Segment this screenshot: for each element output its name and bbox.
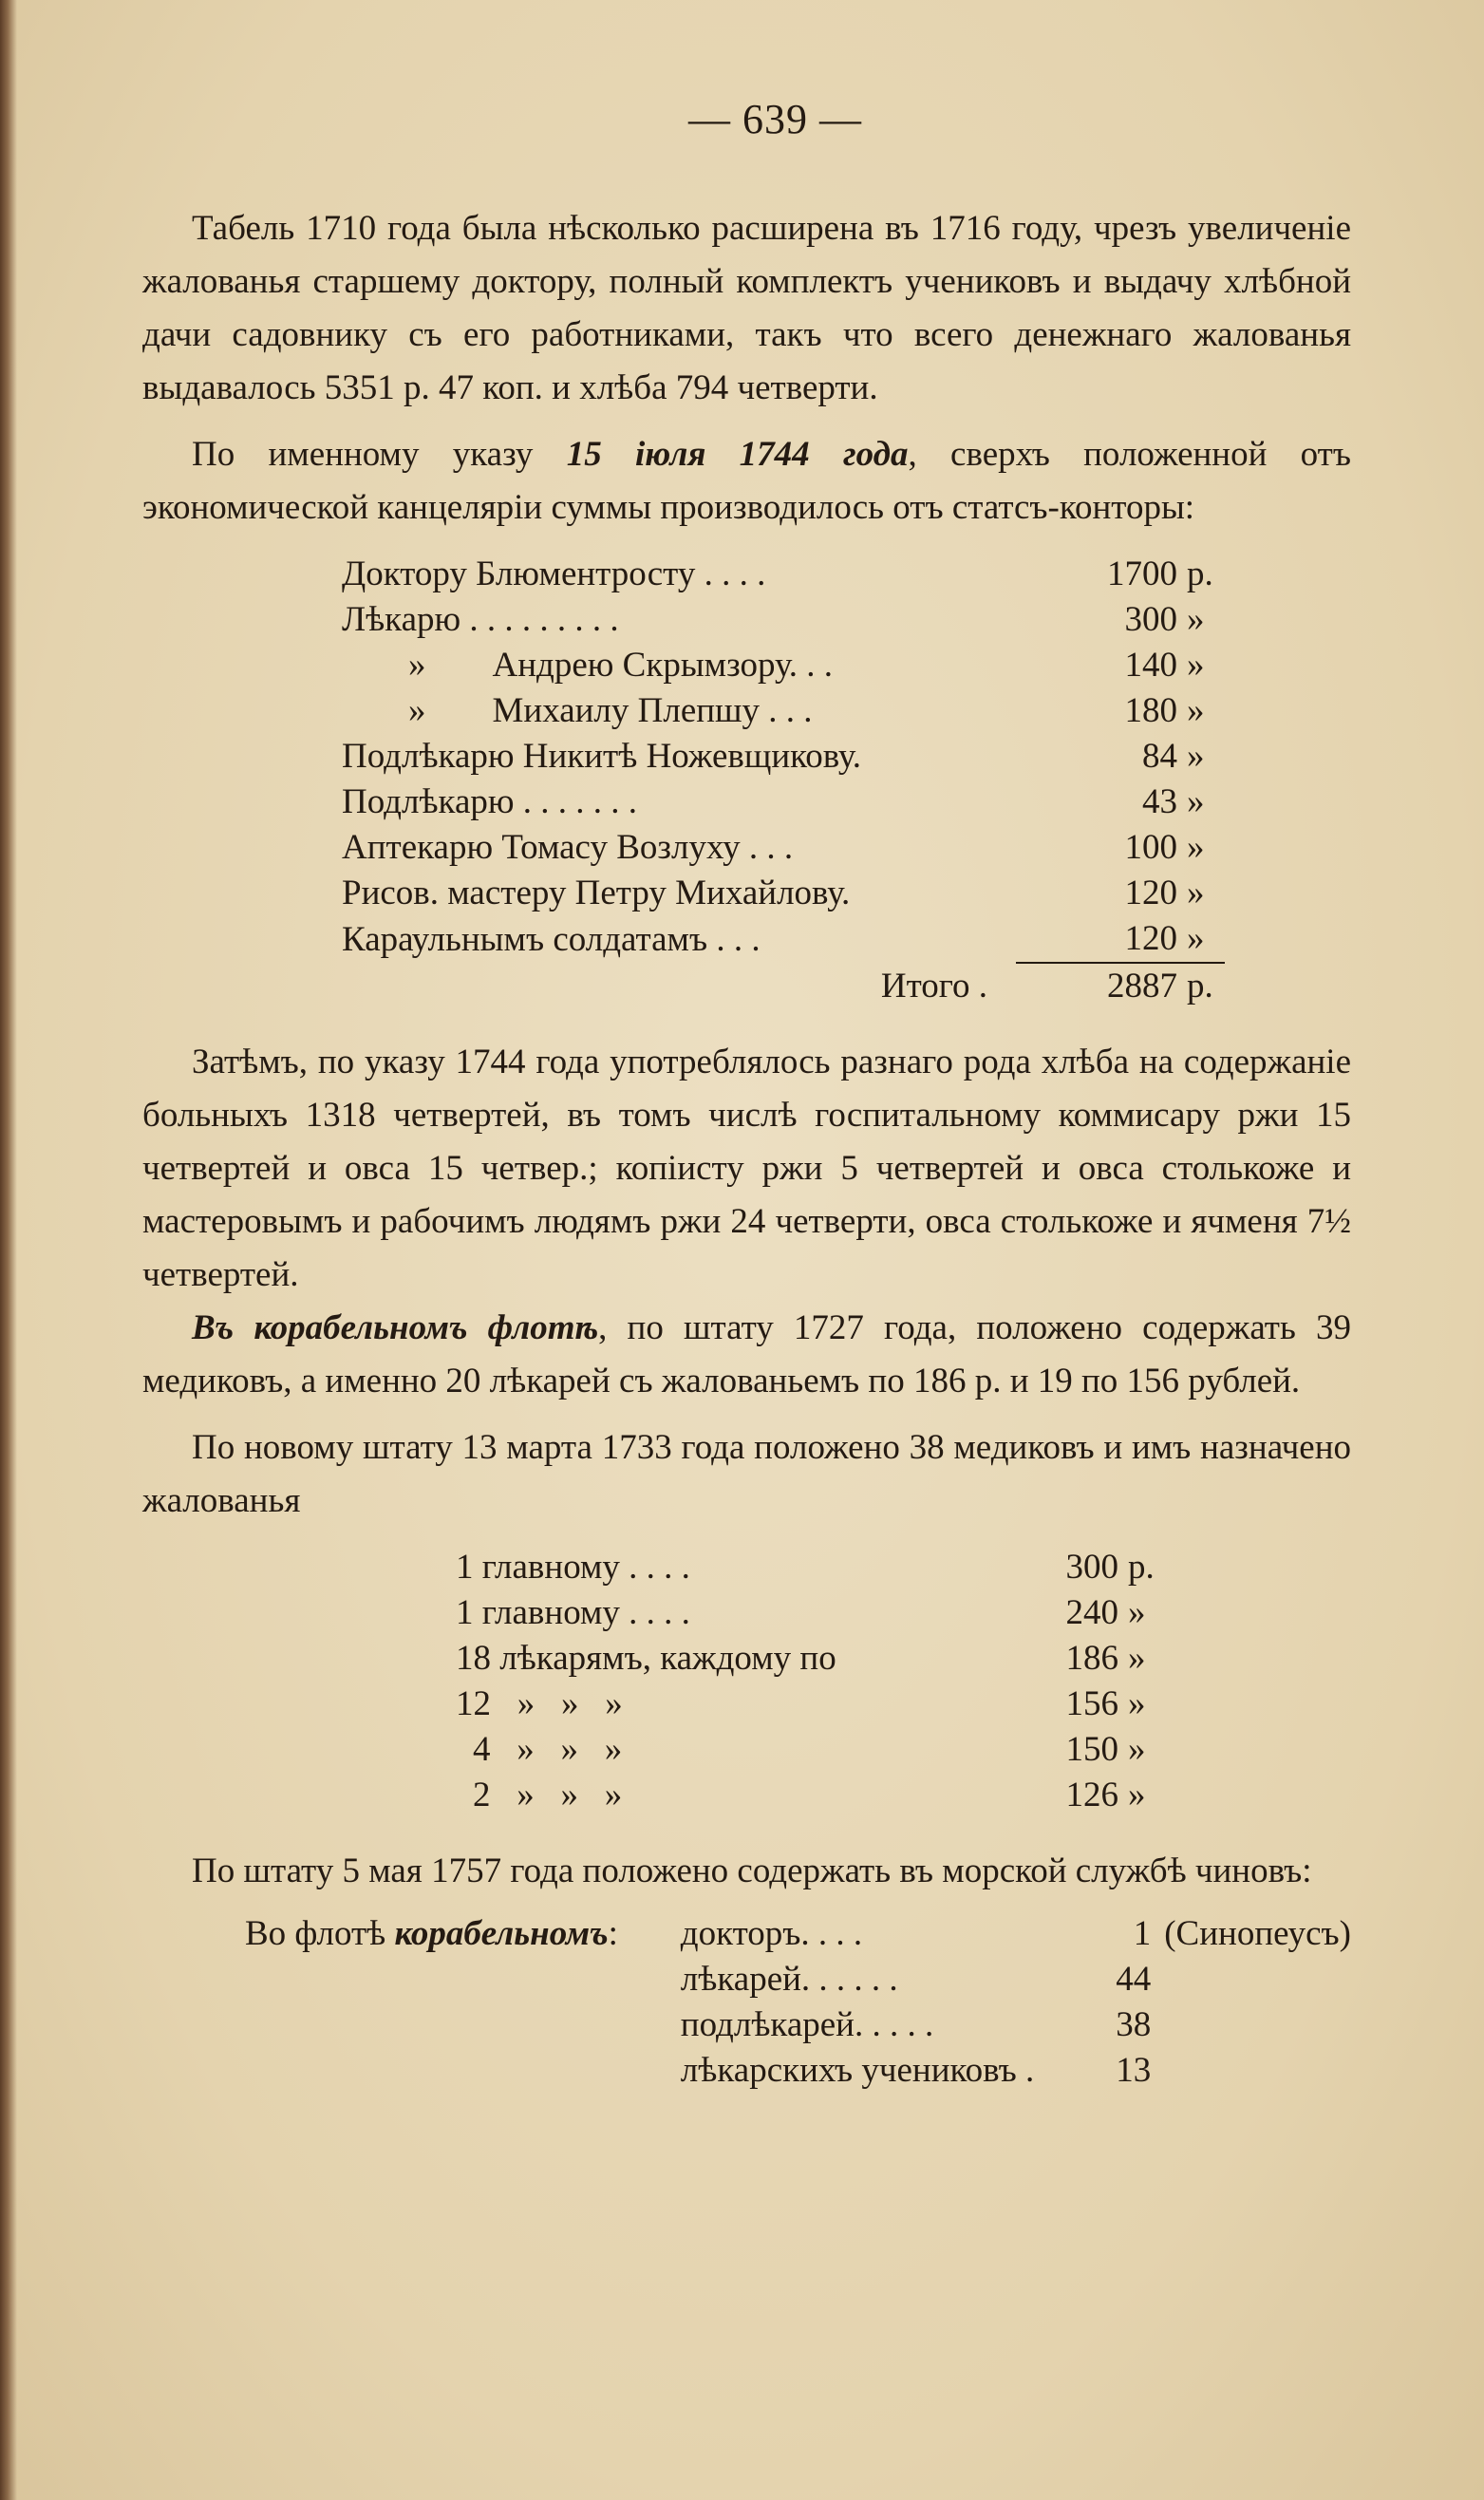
paragraph-3: Затѣмъ, по указу 1744 года употреблялось разнаго рода хлѣба на содержаніе больныхъ 1318 четвертей, въ томъ числѣ госпитальному коммисару ржи 15 четвертей и овса 15 четвер.; копiисту ржи 5 четвертей и овса столькоже и мастеровымъ и рабочимъ людямъ ржи 24 четверти, овса столькоже и ячменя 7½ четвертей. <box>142 1043 1351 1294</box>
row-unit: » <box>1187 828 1205 867</box>
table-row <box>342 643 1225 688</box>
row-value: 300 <box>1065 1548 1118 1587</box>
row-value: 1 <box>1133 1914 1152 1953</box>
row-name <box>342 688 1016 734</box>
table-row <box>456 1636 1185 1682</box>
salary-table-1744 <box>342 552 1225 1009</box>
row-value: 43 <box>1142 782 1177 821</box>
row-name-text: Андрею Скрымзору. . . <box>492 646 834 685</box>
table-row <box>245 1911 1351 1957</box>
ditto-mark: » <box>408 646 426 685</box>
row-name: 2 » » » <box>473 1776 623 1814</box>
paragraph-5: По новому штату 13 марта 1733 года положено 38 медиковъ и имъ назначено жалованья <box>142 1428 1351 1520</box>
row-unit: » <box>1187 919 1205 958</box>
section-label-text: Во флотѣ <box>245 1914 395 1953</box>
row-name: Рисов. мастеру Петру Михайлову. <box>342 874 851 912</box>
paragraph-6: По штату 5 мая 1757 года положено содержать въ морской службѣ чиновъ: <box>192 1852 1312 1890</box>
row-unit: » <box>1128 1684 1146 1723</box>
row-value: 84 <box>1142 737 1177 776</box>
table-row <box>456 1590 1185 1636</box>
row-unit: » <box>1128 1730 1146 1769</box>
paragraph-4 <box>142 1302 1351 1408</box>
paragraph-1: Табель 1710 года была нѣсколько расширена въ 1716 году, чрезъ увеличеніе жалованья старшему доктору, полный комплектъ учениковъ и выдачу хлѣбной дачи садовнику съ его работниками, такъ что всего денежнаго жалованья выдавалось 5351 р. 47 коп. и хлѣба 794 четверти. <box>142 209 1351 407</box>
row-value: 120 <box>1124 919 1177 958</box>
row-unit: р. <box>1187 555 1213 593</box>
row-name: Лѣкарю . . . . . . . . . <box>342 600 619 639</box>
row-value: 126 <box>1065 1776 1118 1814</box>
row-unit: » <box>1187 874 1205 912</box>
row-value: 38 <box>1116 2005 1152 2044</box>
row-name: лѣкарскихъ учениковъ . <box>680 2051 1035 2090</box>
row-value: 180 <box>1124 691 1177 730</box>
row-name: Аптекарю Томасу Возлуху . . . <box>342 828 794 867</box>
table-row <box>456 1682 1185 1727</box>
row-name: подлѣкарей. . . . . <box>680 2005 934 2044</box>
row-value: 44 <box>1116 1960 1152 1999</box>
table-row <box>342 688 1225 734</box>
total-label: Итого . <box>880 966 987 1006</box>
row-note <box>1151 2002 1351 2048</box>
row-value: 13 <box>1116 2051 1152 2090</box>
row-unit: » <box>1187 600 1205 639</box>
row-name: Подлѣкарю Никитѣ Ножевщикову. <box>342 737 861 776</box>
paragraph-2-date: 15 іюля 1744 года <box>566 435 909 474</box>
row-value: 150 <box>1065 1730 1118 1769</box>
navy-staff-table-1757 <box>245 1911 1351 2094</box>
row-value: 140 <box>1124 646 1177 685</box>
row-unit: » <box>1187 646 1205 685</box>
row-note: (Синопеусъ) <box>1164 1914 1351 1953</box>
section-label <box>245 1911 681 1957</box>
row-value: 300 <box>1124 600 1177 639</box>
row-unit: » <box>1128 1593 1146 1632</box>
section-label-italic: корабельномъ <box>394 1914 609 1953</box>
table-row <box>245 2002 1351 2048</box>
row-name <box>342 643 1016 688</box>
page-number: — 639 — <box>688 96 862 142</box>
row-name: 1 главному . . . . <box>456 1548 690 1587</box>
row-unit: » <box>1187 782 1205 821</box>
row-name: докторъ. . . . <box>680 1914 863 1953</box>
row-unit: » <box>1128 1776 1146 1814</box>
row-value: 240 <box>1065 1593 1118 1632</box>
table-row <box>245 2048 1351 2094</box>
table-row <box>342 780 1225 825</box>
total-row <box>342 963 1225 1009</box>
row-value: 100 <box>1124 828 1177 867</box>
paragraph-2 <box>142 428 1351 535</box>
row-unit: р. <box>1128 1548 1155 1587</box>
table-row <box>456 1727 1185 1773</box>
paragraph-2-text-end: , сверхъ положенной отъ экономической канцеляріи суммы производилось отъ статсъ-конторы: <box>142 435 1351 527</box>
row-unit: » <box>1128 1639 1146 1678</box>
table-row <box>245 1957 1351 2002</box>
row-name: Караульнымъ солдатамъ . . . <box>342 919 761 959</box>
row-name: 12 » » » <box>456 1684 623 1723</box>
paragraph-4-heading: Въ корабельномъ флотѣ <box>192 1308 599 1347</box>
paragraph-4-text: , по штату 1727 года, положено содержать 39 медиковъ, а именно 20 лѣкарей съ жалованьемъ по 186 р. и 19 по 156 рублей. <box>142 1308 1351 1400</box>
row-name-text: Михаилу Плепшу . . . <box>492 691 813 730</box>
table-row <box>342 871 1225 916</box>
total-value: 2887 <box>1016 963 1181 1009</box>
row-name: лѣкарей. . . . . . <box>680 1960 898 1999</box>
salary-table-1733 <box>456 1545 1185 1818</box>
row-name: Подлѣкарю . . . . . . . <box>342 782 638 821</box>
table-row <box>342 825 1225 871</box>
row-name: Доктору Блюментросту . . . . <box>342 555 766 593</box>
row-note <box>1151 1957 1351 2002</box>
row-note <box>1151 2048 1351 2094</box>
row-name: 4 » » » <box>473 1730 623 1769</box>
paragraph-2-text: По именному указу <box>192 435 567 474</box>
table-row <box>342 734 1225 780</box>
table-row <box>342 597 1225 643</box>
ditto-mark: » <box>408 691 426 730</box>
row-unit: » <box>1187 691 1205 730</box>
row-name: 1 главному . . . . <box>456 1593 690 1632</box>
row-name: 18 лѣкарямъ, каждому по <box>456 1639 836 1678</box>
row-value: 120 <box>1124 874 1177 912</box>
row-value: 156 <box>1065 1684 1118 1723</box>
row-value: 186 <box>1065 1639 1118 1678</box>
table-row <box>456 1545 1185 1590</box>
table-row <box>342 552 1225 597</box>
row-unit: » <box>1187 737 1205 776</box>
total-unit: р. <box>1181 963 1225 1009</box>
section-label-colon: : <box>608 1914 618 1953</box>
table-row <box>342 916 1225 963</box>
table-row <box>456 1773 1185 1818</box>
row-value: 1700 <box>1107 555 1177 593</box>
